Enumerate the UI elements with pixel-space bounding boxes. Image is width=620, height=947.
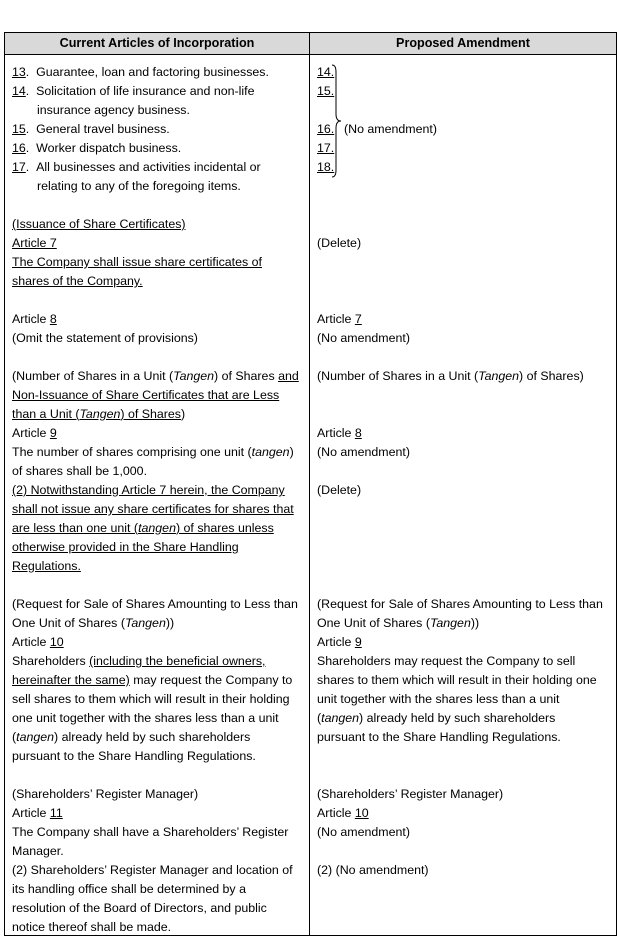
unit-h3b: Tangen — [79, 407, 121, 421]
register-text-2: Manager. — [12, 844, 64, 858]
prop-register-article-word: Article — [317, 806, 355, 820]
prop-sale-line-1: Shareholders may request the Company to sell — [317, 654, 576, 668]
prop-unit-article-number: 8 — [354, 426, 362, 440]
share-cert-heading: (Issuance of Share Certificates) — [12, 217, 186, 231]
prop-sale-line-2: shares to them which will result in their holding one — [317, 673, 597, 687]
prop-register-para-2: (2) (No amendment) — [317, 863, 429, 877]
item-15-text: General travel business. — [36, 122, 170, 136]
unit-heading-1 — [12, 367, 299, 386]
sale-l2a: hereinafter the same) — [12, 673, 130, 687]
register-heading: (Shareholders’ Register Manager) — [12, 787, 199, 801]
unit-h3c: ) of Shares — [120, 407, 181, 421]
prop-article-7-label — [317, 310, 362, 329]
unit-h1b: Tangen — [173, 369, 215, 383]
sale-line-3: sell shares to them which will result in their holding — [12, 692, 290, 706]
header-proposed: Proposed Amendment — [310, 33, 617, 55]
share-cert-text-1: The Company shall issue share certificates of — [12, 255, 262, 269]
prop-item-14: 14. — [317, 65, 335, 79]
prop-sale-line-3: unit together with the shares less than a unit — [317, 692, 560, 706]
prop-unit-heading — [317, 367, 584, 386]
register-text-1: The Company shall have a Shareholders’ Register — [12, 825, 289, 839]
sale-article — [12, 633, 64, 652]
item-14 — [12, 82, 254, 101]
sale-line-6: pursuant to the Share Handling Regulations. — [12, 749, 256, 763]
register-para-1: (2) Shareholders’ Register Manager and location of — [12, 863, 293, 877]
article-8-number: 8 — [49, 312, 57, 326]
item-17-dot: . — [25, 160, 37, 174]
sale-article-number: 10 — [49, 635, 64, 649]
item-16 — [12, 139, 181, 158]
item-16-number: 16 — [12, 141, 26, 155]
prop-sale-h2a: One Unit of Shares ( — [317, 616, 430, 630]
prop-sale-pl4b: tangen — [321, 711, 360, 725]
sale-l1a: Shareholders — [12, 654, 90, 668]
sale-heading-2 — [12, 614, 174, 633]
prop-sale-heading-1: (Request for Sale of Shares Amounting to Less than — [317, 597, 603, 611]
prop-article-7-word: Article — [317, 312, 355, 326]
body-row — [5, 55, 617, 936]
prop-unit-h1b: Tangen — [478, 369, 520, 383]
unit-p3b: tangen — [138, 521, 176, 535]
prop-items-note: (No amendment) — [344, 122, 437, 136]
article-8-text: (Omit the statement of provisions) — [12, 331, 198, 345]
item-17-text: All businesses and activities incidental or — [36, 160, 261, 174]
right-brace-icon — [331, 64, 343, 178]
prop-sale-heading-2 — [317, 614, 479, 633]
unit-para-2: shall not issue any share certificates for shares that — [12, 502, 294, 516]
item-14-number: 14 — [12, 84, 26, 98]
unit-para-4: otherwise provided in the Share Handling — [12, 540, 239, 554]
sale-heading-1: (Request for Sale of Shares Amounting to Less than — [12, 597, 298, 611]
unit-para-1: (2) Notwithstanding Article 7 herein, the Company — [12, 483, 285, 497]
unit-p3a: are less than one unit ( — [12, 521, 139, 535]
prop-unit-h1c: ) of Shares) — [519, 369, 584, 383]
prop-sale-pl4a: ( — [317, 711, 322, 725]
register-para-4: notice thereof shall be made. — [12, 920, 172, 934]
unit-article-word: Article — [12, 426, 50, 440]
header-current: Current Articles of Incorporation — [5, 33, 310, 55]
prop-sale-h2c: )) — [470, 616, 480, 630]
unit-article — [12, 424, 57, 443]
item-13-dot: . — [25, 65, 37, 79]
prop-unit-article — [317, 424, 362, 443]
prop-unit-no-amendment: (No amendment) — [317, 445, 410, 459]
sale-l5c: ) already held by such shareholders — [54, 730, 251, 744]
item-14-dot: . — [25, 84, 37, 98]
unit-para-3 — [12, 519, 274, 538]
item-14-text: Solicitation of life insurance and non-life — [36, 84, 255, 98]
article-8-label — [12, 310, 57, 329]
item-17-number: 17 — [12, 160, 26, 174]
item-15-dot: . — [25, 122, 37, 136]
comparison-table — [4, 32, 617, 936]
prop-item-15: 15. — [317, 84, 335, 98]
item-15-number: 15 — [12, 122, 26, 136]
unit-article-number: 9 — [49, 426, 57, 440]
proposed-column — [310, 55, 617, 936]
sale-l1b: (including the beneficial owners, — [89, 654, 266, 668]
prop-sale-article — [317, 633, 362, 652]
sale-l2b: may request the Company to — [129, 673, 293, 687]
current-column — [5, 55, 310, 936]
unit-heading-3 — [12, 405, 185, 424]
unit-t1a: The number of shares comprising one unit ( — [12, 445, 252, 459]
prop-sale-article-number: 9 — [354, 635, 362, 649]
item-16-text: Worker dispatch business. — [36, 141, 182, 155]
prop-sale-line-4 — [317, 709, 555, 728]
prop-item-18: 18. — [317, 160, 335, 174]
prop-sale-article-word: Article — [317, 635, 355, 649]
unit-h3a: than a Unit ( — [12, 407, 80, 421]
register-para-3: resolution of the Board of Directors, and public — [12, 901, 267, 915]
unit-heading-2: Non-Issuance of Share Certificates that are Less — [12, 388, 280, 402]
sale-line-4: one unit together with the shares less than a unit — [12, 711, 279, 725]
unit-t1b: tangen — [251, 445, 290, 459]
unit-text-1 — [12, 443, 294, 462]
prop-article-7-number: 7 — [354, 312, 362, 326]
sale-h2a: One Unit of Shares ( — [12, 616, 125, 630]
unit-h1c: ) of Shares — [214, 369, 279, 383]
item-14-cont: insurance agency business. — [37, 103, 190, 117]
item-15 — [12, 120, 170, 139]
item-17-cont: relating to any of the foregoing items. — [37, 179, 241, 193]
sale-line-2 — [12, 671, 292, 690]
register-para-2: its handling office shall be determined by a — [12, 882, 246, 896]
prop-unit-delete: (Delete) — [317, 483, 362, 497]
unit-t1c: ) — [289, 445, 294, 459]
unit-p3c: ) of shares unless — [175, 521, 274, 535]
unit-h3d: ) — [181, 407, 186, 421]
prop-sale-line-5: pursuant to the Share Handling Regulations. — [317, 730, 561, 744]
item-13 — [12, 63, 269, 82]
prop-register-article — [317, 804, 369, 823]
prop-unit-article-word: Article — [317, 426, 355, 440]
sale-h2c: )) — [165, 616, 175, 630]
unit-text-2: of shares shall be 1,000. — [12, 464, 148, 478]
register-article-word: Article — [12, 806, 50, 820]
item-16-dot: . — [25, 141, 37, 155]
share-cert-article: Article 7 — [12, 236, 57, 250]
register-article-number: 11 — [49, 806, 63, 820]
unit-para-5: Regulations. — [12, 559, 81, 573]
unit-h1a: (Number of Shares in a Unit ( — [12, 369, 174, 383]
prop-item-17: 17. — [317, 141, 335, 155]
sale-l5b: tangen — [16, 730, 55, 744]
header-row — [5, 33, 617, 55]
item-13-number: 13 — [12, 65, 26, 79]
prop-article-7-text: (No amendment) — [317, 331, 410, 345]
prop-register-no-amendment: (No amendment) — [317, 825, 410, 839]
article-8-word: Article — [12, 312, 50, 326]
unit-h1d: and — [278, 369, 299, 383]
prop-share-cert-delete: (Delete) — [317, 236, 362, 250]
register-article — [12, 804, 63, 823]
prop-sale-pl4c: ) already held by such shareholders — [359, 711, 556, 725]
sale-line-5 — [12, 728, 250, 747]
sale-line-1 — [12, 652, 265, 671]
sale-l5a: ( — [12, 730, 17, 744]
item-17 — [12, 158, 261, 177]
share-cert-text-2: shares of the Company. — [12, 274, 143, 288]
item-13-text: Guarantee, loan and factoring businesses. — [36, 65, 269, 79]
prop-register-article-number: 10 — [354, 806, 369, 820]
prop-item-16: 16. — [317, 122, 335, 136]
prop-sale-h2b: Tangen — [429, 616, 471, 630]
prop-register-heading: (Shareholders’ Register Manager) — [317, 787, 504, 801]
prop-unit-h1a: (Number of Shares in a Unit ( — [317, 369, 479, 383]
sale-h2b: Tangen — [124, 616, 166, 630]
sale-article-word: Article — [12, 635, 50, 649]
